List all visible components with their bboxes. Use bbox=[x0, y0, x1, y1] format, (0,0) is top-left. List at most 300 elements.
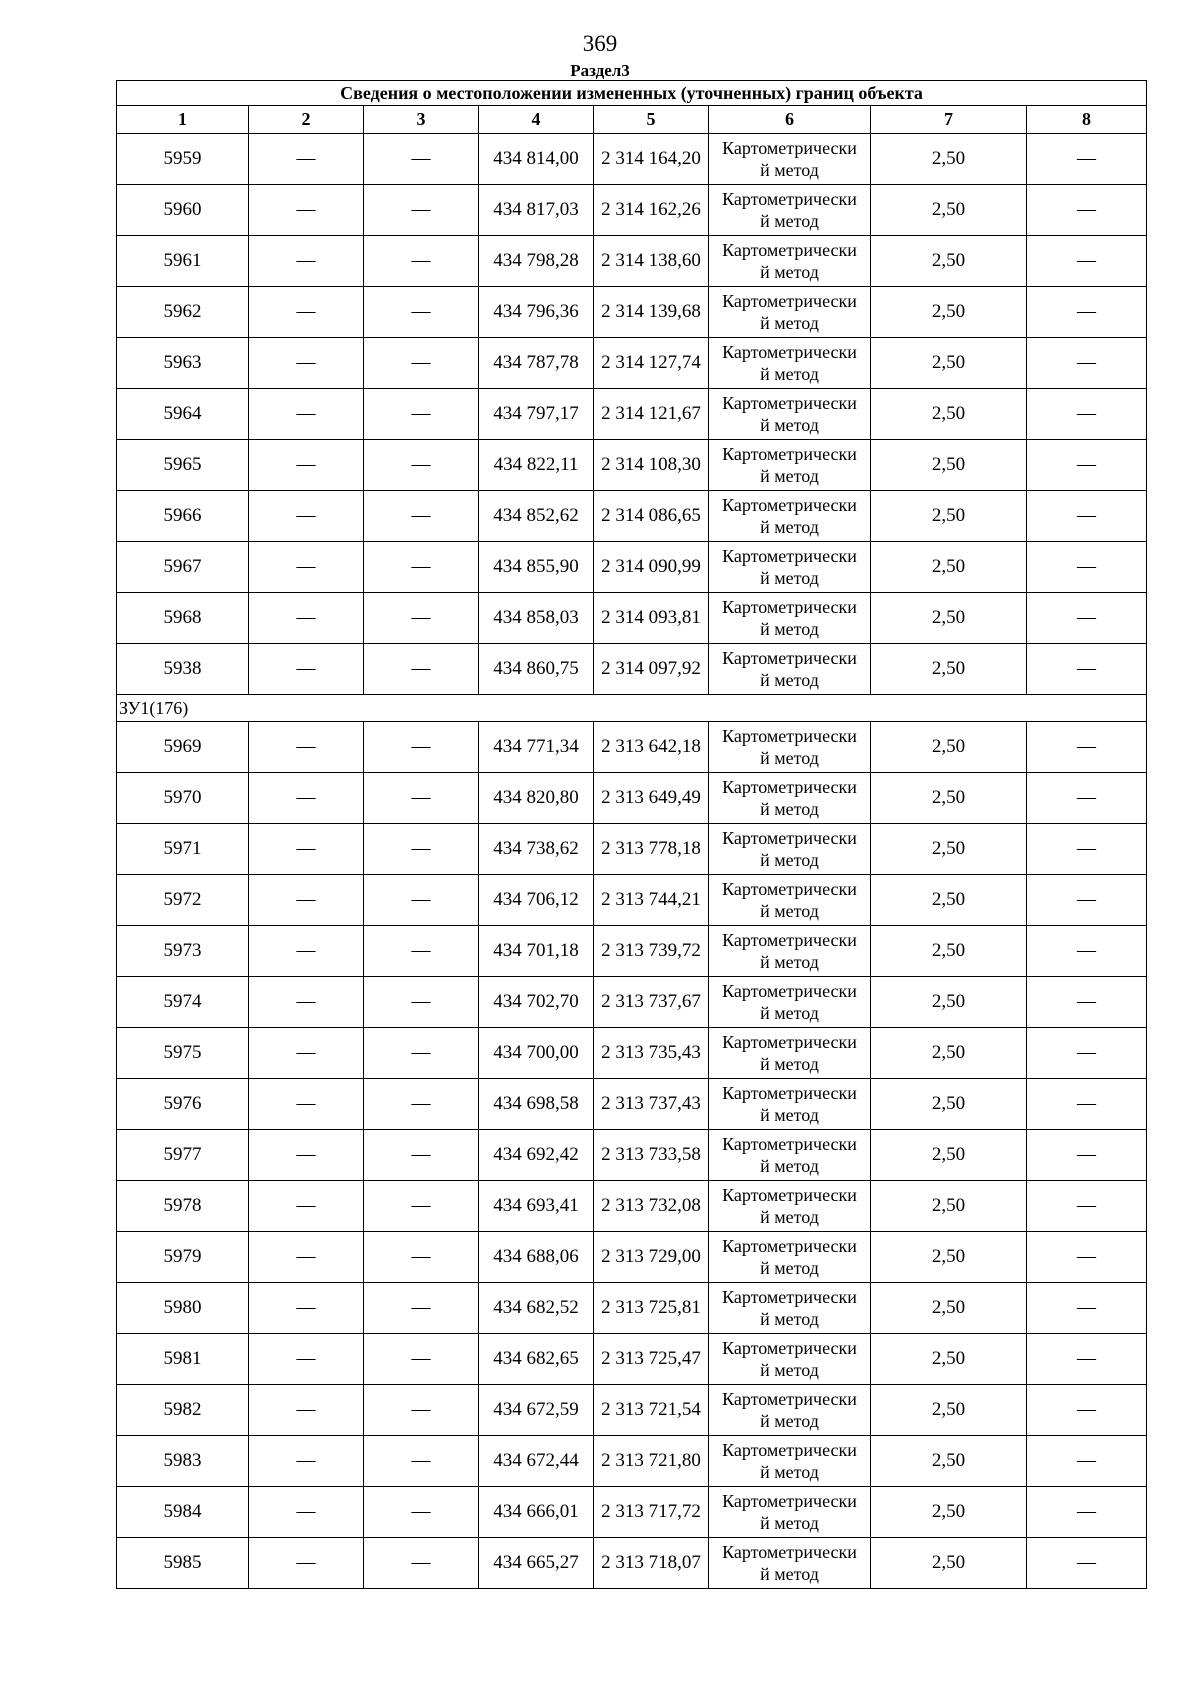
cell-col-2: — bbox=[249, 926, 364, 977]
cell-col-5: 2 314 127,74 bbox=[594, 338, 709, 389]
cell-col-2: — bbox=[249, 824, 364, 875]
cell-col-7: 2,50 bbox=[871, 926, 1027, 977]
column-header-3: 3 bbox=[364, 106, 479, 134]
cell-col-1: 5966 bbox=[117, 491, 249, 542]
table-row bbox=[117, 1079, 1147, 1130]
table-title: Сведения о местоположении измененных (уточненных) границ объекта bbox=[117, 81, 1147, 106]
cell-col-3: — bbox=[364, 542, 479, 593]
cell-col-4: 434 698,58 bbox=[479, 1079, 594, 1130]
method-line-2: й метод bbox=[760, 670, 819, 690]
coordinates-table bbox=[116, 80, 1147, 1589]
method-cell bbox=[709, 593, 871, 644]
cell-col-4: 434 814,00 bbox=[479, 134, 594, 185]
cell-col-3: — bbox=[364, 1385, 479, 1436]
cell-col-8: — bbox=[1027, 134, 1147, 185]
cell-col-8: — bbox=[1027, 287, 1147, 338]
method-line-2: й метод bbox=[760, 1054, 819, 1074]
cell-col-7: 2,50 bbox=[871, 491, 1027, 542]
cell-col-5: 2 314 090,99 bbox=[594, 542, 709, 593]
table-row bbox=[117, 977, 1147, 1028]
cell-col-5: 2 314 164,20 bbox=[594, 134, 709, 185]
method-cell bbox=[709, 722, 871, 773]
cell-col-7: 2,50 bbox=[871, 1436, 1027, 1487]
method-line-1: Картометрически bbox=[722, 879, 857, 899]
method-line-2: й метод bbox=[760, 1258, 819, 1278]
cell-col-3: — bbox=[364, 926, 479, 977]
table-row bbox=[117, 824, 1147, 875]
table-row bbox=[117, 773, 1147, 824]
method-cell bbox=[709, 389, 871, 440]
table-body bbox=[117, 134, 1147, 1589]
cell-col-7: 2,50 bbox=[871, 1181, 1027, 1232]
cell-col-4: 434 692,42 bbox=[479, 1130, 594, 1181]
table-row bbox=[117, 236, 1147, 287]
method-line-1: Картометрически bbox=[722, 828, 857, 848]
cell-col-7: 2,50 bbox=[871, 236, 1027, 287]
cell-col-8: — bbox=[1027, 926, 1147, 977]
cell-col-4: 434 852,62 bbox=[479, 491, 594, 542]
cell-col-5: 2 313 642,18 bbox=[594, 722, 709, 773]
cell-col-3: — bbox=[364, 824, 479, 875]
cell-col-3: — bbox=[364, 1283, 479, 1334]
method-cell bbox=[709, 1538, 871, 1589]
method-cell bbox=[709, 440, 871, 491]
cell-col-1: 5972 bbox=[117, 875, 249, 926]
method-line-2: й метод bbox=[760, 466, 819, 486]
cell-col-8: — bbox=[1027, 875, 1147, 926]
method-line-2: й метод bbox=[760, 160, 819, 180]
method-cell bbox=[709, 287, 871, 338]
cell-col-5: 2 313 649,49 bbox=[594, 773, 709, 824]
cell-col-1: 5985 bbox=[117, 1538, 249, 1589]
cell-col-1: 5974 bbox=[117, 977, 249, 1028]
method-cell bbox=[709, 875, 871, 926]
method-cell bbox=[709, 773, 871, 824]
cell-col-2: — bbox=[249, 1283, 364, 1334]
cell-col-1: 5964 bbox=[117, 389, 249, 440]
table-row bbox=[117, 1181, 1147, 1232]
method-cell bbox=[709, 1487, 871, 1538]
method-cell bbox=[709, 1079, 871, 1130]
cell-col-5: 2 313 729,00 bbox=[594, 1232, 709, 1283]
cell-col-8: — bbox=[1027, 1385, 1147, 1436]
cell-col-1: 5968 bbox=[117, 593, 249, 644]
method-line-2: й метод bbox=[760, 748, 819, 768]
cell-col-2: — bbox=[249, 644, 364, 695]
method-line-2: й метод bbox=[760, 415, 819, 435]
method-line-1: Картометрически bbox=[722, 1440, 857, 1460]
cell-col-8: — bbox=[1027, 1028, 1147, 1079]
cell-col-8: — bbox=[1027, 440, 1147, 491]
method-line-1: Картометрически bbox=[722, 1338, 857, 1358]
cell-col-8: — bbox=[1027, 1232, 1147, 1283]
cell-col-4: 434 672,44 bbox=[479, 1436, 594, 1487]
cell-col-1: 5969 bbox=[117, 722, 249, 773]
method-line-1: Картометрически bbox=[722, 1032, 857, 1052]
cell-col-7: 2,50 bbox=[871, 824, 1027, 875]
cell-col-2: — bbox=[249, 185, 364, 236]
cell-col-7: 2,50 bbox=[871, 773, 1027, 824]
cell-col-7: 2,50 bbox=[871, 1130, 1027, 1181]
cell-col-7: 2,50 bbox=[871, 338, 1027, 389]
cell-col-8: — bbox=[1027, 1538, 1147, 1589]
cell-col-3: — bbox=[364, 236, 479, 287]
cell-col-4: 434 798,28 bbox=[479, 236, 594, 287]
cell-col-3: — bbox=[364, 1130, 479, 1181]
cell-col-4: 434 682,52 bbox=[479, 1283, 594, 1334]
cell-col-8: — bbox=[1027, 1181, 1147, 1232]
cell-col-1: 5982 bbox=[117, 1385, 249, 1436]
cell-col-8: — bbox=[1027, 1130, 1147, 1181]
method-line-1: Картометрически bbox=[722, 444, 857, 464]
table-row bbox=[117, 1283, 1147, 1334]
method-line-2: й метод bbox=[760, 799, 819, 819]
method-cell bbox=[709, 1181, 871, 1232]
cell-col-3: — bbox=[364, 875, 479, 926]
cell-col-8: — bbox=[1027, 338, 1147, 389]
cell-col-1: 5973 bbox=[117, 926, 249, 977]
cell-col-3: — bbox=[364, 185, 479, 236]
section-label: Раздел3 bbox=[570, 61, 630, 80]
cell-col-8: — bbox=[1027, 542, 1147, 593]
cell-col-5: 2 314 086,65 bbox=[594, 491, 709, 542]
table-row bbox=[117, 185, 1147, 236]
method-cell bbox=[709, 1385, 871, 1436]
cell-col-8: — bbox=[1027, 977, 1147, 1028]
method-line-1: Картометрически bbox=[722, 1134, 857, 1154]
cell-col-3: — bbox=[364, 1181, 479, 1232]
cell-col-3: — bbox=[364, 1079, 479, 1130]
cell-col-3: — bbox=[364, 1487, 479, 1538]
method-line-1: Картометрически bbox=[722, 291, 857, 311]
cell-col-2: — bbox=[249, 491, 364, 542]
cell-col-2: — bbox=[249, 440, 364, 491]
cell-col-5: 2 313 718,07 bbox=[594, 1538, 709, 1589]
cell-col-7: 2,50 bbox=[871, 134, 1027, 185]
method-line-2: й метод bbox=[760, 313, 819, 333]
cell-col-1: 5978 bbox=[117, 1181, 249, 1232]
cell-col-5: 2 313 737,67 bbox=[594, 977, 709, 1028]
method-line-1: Картометрически bbox=[722, 1083, 857, 1103]
cell-col-4: 434 820,80 bbox=[479, 773, 594, 824]
cell-col-3: — bbox=[364, 1436, 479, 1487]
cell-col-4: 434 860,75 bbox=[479, 644, 594, 695]
cell-col-1: 5963 bbox=[117, 338, 249, 389]
table-row bbox=[117, 1487, 1147, 1538]
cell-col-2: — bbox=[249, 1538, 364, 1589]
method-line-1: Картометрически bbox=[722, 1491, 857, 1511]
cell-col-2: — bbox=[249, 1487, 364, 1538]
cell-col-5: 2 314 121,67 bbox=[594, 389, 709, 440]
cell-col-4: 434 665,27 bbox=[479, 1538, 594, 1589]
cell-col-5: 2 313 735,43 bbox=[594, 1028, 709, 1079]
cell-col-2: — bbox=[249, 773, 364, 824]
cell-col-1: 5975 bbox=[117, 1028, 249, 1079]
column-header-2: 2 bbox=[249, 106, 364, 134]
method-line-1: Картометрически bbox=[722, 393, 857, 413]
cell-col-7: 2,50 bbox=[871, 977, 1027, 1028]
cell-col-7: 2,50 bbox=[871, 1283, 1027, 1334]
cell-col-2: — bbox=[249, 977, 364, 1028]
cell-col-5: 2 314 162,26 bbox=[594, 185, 709, 236]
cell-col-8: — bbox=[1027, 185, 1147, 236]
method-cell bbox=[709, 236, 871, 287]
method-line-2: й метод bbox=[760, 517, 819, 537]
method-cell bbox=[709, 1130, 871, 1181]
cell-col-7: 2,50 bbox=[871, 389, 1027, 440]
cell-col-1: 5976 bbox=[117, 1079, 249, 1130]
cell-col-5: 2 314 138,60 bbox=[594, 236, 709, 287]
table-row bbox=[117, 440, 1147, 491]
method-line-2: й метод bbox=[760, 1360, 819, 1380]
method-cell bbox=[709, 1436, 871, 1487]
cell-col-4: 434 817,03 bbox=[479, 185, 594, 236]
cell-col-2: — bbox=[249, 1130, 364, 1181]
method-cell bbox=[709, 926, 871, 977]
table-row bbox=[117, 722, 1147, 773]
cell-col-8: — bbox=[1027, 236, 1147, 287]
method-line-1: Картометрически bbox=[722, 777, 857, 797]
column-header-7: 7 bbox=[871, 106, 1027, 134]
method-line-1: Картометрически bbox=[722, 1236, 857, 1256]
method-cell bbox=[709, 977, 871, 1028]
page-number: 369 bbox=[582, 31, 618, 56]
cell-col-8: — bbox=[1027, 644, 1147, 695]
cell-col-4: 434 822,11 bbox=[479, 440, 594, 491]
cell-col-4: 434 796,36 bbox=[479, 287, 594, 338]
method-line-1: Картометрически bbox=[722, 930, 857, 950]
cell-col-8: — bbox=[1027, 1334, 1147, 1385]
method-cell bbox=[709, 542, 871, 593]
cell-col-7: 2,50 bbox=[871, 185, 1027, 236]
table-row bbox=[117, 593, 1147, 644]
cell-col-1: 5960 bbox=[117, 185, 249, 236]
cell-col-4: 434 700,00 bbox=[479, 1028, 594, 1079]
cell-col-2: — bbox=[249, 542, 364, 593]
group-label: ЗУ1(176) bbox=[117, 695, 1147, 722]
cell-col-1: 5967 bbox=[117, 542, 249, 593]
cell-col-2: — bbox=[249, 236, 364, 287]
method-line-1: Картометрически bbox=[722, 1389, 857, 1409]
table-row bbox=[117, 1436, 1147, 1487]
method-line-2: й метод bbox=[760, 211, 819, 231]
cell-col-3: — bbox=[364, 593, 479, 644]
cell-col-1: 5979 bbox=[117, 1232, 249, 1283]
cell-col-5: 2 313 778,18 bbox=[594, 824, 709, 875]
method-line-2: й метод bbox=[760, 1564, 819, 1584]
cell-col-2: — bbox=[249, 1385, 364, 1436]
table-row bbox=[117, 1130, 1147, 1181]
cell-col-5: 2 313 732,08 bbox=[594, 1181, 709, 1232]
method-line-2: й метод bbox=[760, 952, 819, 972]
cell-col-4: 434 787,78 bbox=[479, 338, 594, 389]
method-line-1: Картометрически bbox=[722, 546, 857, 566]
cell-col-3: — bbox=[364, 977, 479, 1028]
cell-col-1: 5980 bbox=[117, 1283, 249, 1334]
cell-col-3: — bbox=[364, 1232, 479, 1283]
column-header-6: 6 bbox=[709, 106, 871, 134]
cell-col-7: 2,50 bbox=[871, 875, 1027, 926]
cell-col-4: 434 738,62 bbox=[479, 824, 594, 875]
cell-col-8: — bbox=[1027, 1283, 1147, 1334]
cell-col-1: 5983 bbox=[117, 1436, 249, 1487]
method-line-2: й метод bbox=[760, 619, 819, 639]
cell-col-1: 5965 bbox=[117, 440, 249, 491]
cell-col-5: 2 314 108,30 bbox=[594, 440, 709, 491]
cell-col-3: — bbox=[364, 1334, 479, 1385]
cell-col-3: — bbox=[364, 389, 479, 440]
cell-col-8: — bbox=[1027, 1079, 1147, 1130]
cell-col-1: 5938 bbox=[117, 644, 249, 695]
cell-col-4: 434 855,90 bbox=[479, 542, 594, 593]
cell-col-7: 2,50 bbox=[871, 1487, 1027, 1538]
cell-col-7: 2,50 bbox=[871, 440, 1027, 491]
cell-col-4: 434 701,18 bbox=[479, 926, 594, 977]
method-line-2: й метод bbox=[760, 1513, 819, 1533]
method-line-2: й метод bbox=[760, 568, 819, 588]
cell-col-5: 2 313 721,80 bbox=[594, 1436, 709, 1487]
method-line-1: Картометрически bbox=[722, 138, 857, 158]
cell-col-7: 2,50 bbox=[871, 287, 1027, 338]
method-line-1: Картометрически bbox=[722, 1287, 857, 1307]
column-header-5: 5 bbox=[594, 106, 709, 134]
cell-col-5: 2 314 093,81 bbox=[594, 593, 709, 644]
cell-col-7: 2,50 bbox=[871, 1385, 1027, 1436]
cell-col-5: 2 313 717,72 bbox=[594, 1487, 709, 1538]
group-row bbox=[117, 695, 1147, 722]
cell-col-2: — bbox=[249, 722, 364, 773]
method-cell bbox=[709, 1232, 871, 1283]
method-line-2: й метод bbox=[760, 1309, 819, 1329]
method-cell bbox=[709, 824, 871, 875]
method-line-1: Картометрически bbox=[722, 495, 857, 515]
cell-col-7: 2,50 bbox=[871, 1538, 1027, 1589]
cell-col-5: 2 313 733,58 bbox=[594, 1130, 709, 1181]
cell-col-4: 434 666,01 bbox=[479, 1487, 594, 1538]
cell-col-2: — bbox=[249, 1334, 364, 1385]
method-line-1: Картометрически bbox=[722, 726, 857, 746]
method-line-2: й метод bbox=[760, 1411, 819, 1431]
cell-col-8: — bbox=[1027, 1487, 1147, 1538]
table-row bbox=[117, 926, 1147, 977]
cell-col-5: 2 313 721,54 bbox=[594, 1385, 709, 1436]
method-line-1: Картометрически bbox=[722, 597, 857, 617]
cell-col-2: — bbox=[249, 1181, 364, 1232]
column-header-1: 1 bbox=[117, 106, 249, 134]
method-line-2: й метод bbox=[760, 1156, 819, 1176]
table-row bbox=[117, 1232, 1147, 1283]
table-row bbox=[117, 491, 1147, 542]
cell-col-8: — bbox=[1027, 491, 1147, 542]
cell-col-4: 434 688,06 bbox=[479, 1232, 594, 1283]
cell-col-4: 434 858,03 bbox=[479, 593, 594, 644]
cell-col-4: 434 693,41 bbox=[479, 1181, 594, 1232]
cell-col-1: 5984 bbox=[117, 1487, 249, 1538]
cell-col-3: — bbox=[364, 134, 479, 185]
cell-col-7: 2,50 bbox=[871, 593, 1027, 644]
cell-col-2: — bbox=[249, 875, 364, 926]
method-cell bbox=[709, 134, 871, 185]
column-header-4: 4 bbox=[479, 106, 594, 134]
method-line-1: Картометрически bbox=[722, 981, 857, 1001]
cell-col-2: — bbox=[249, 338, 364, 389]
cell-col-2: — bbox=[249, 1232, 364, 1283]
method-line-2: й метод bbox=[760, 262, 819, 282]
cell-col-7: 2,50 bbox=[871, 1232, 1027, 1283]
cell-col-8: — bbox=[1027, 722, 1147, 773]
cell-col-2: — bbox=[249, 1436, 364, 1487]
method-cell bbox=[709, 1283, 871, 1334]
cell-col-3: — bbox=[364, 338, 479, 389]
method-line-2: й метод bbox=[760, 1462, 819, 1482]
cell-col-4: 434 682,65 bbox=[479, 1334, 594, 1385]
cell-col-5: 2 313 744,21 bbox=[594, 875, 709, 926]
method-cell bbox=[709, 1334, 871, 1385]
cell-col-5: 2 314 097,92 bbox=[594, 644, 709, 695]
method-cell bbox=[709, 644, 871, 695]
table-row bbox=[117, 287, 1147, 338]
cell-col-5: 2 313 739,72 bbox=[594, 926, 709, 977]
cell-col-1: 5971 bbox=[117, 824, 249, 875]
cell-col-3: — bbox=[364, 1028, 479, 1079]
cell-col-7: 2,50 bbox=[871, 1028, 1027, 1079]
cell-col-3: — bbox=[364, 644, 479, 695]
method-cell bbox=[709, 338, 871, 389]
method-line-2: й метод bbox=[760, 364, 819, 384]
cell-col-4: 434 706,12 bbox=[479, 875, 594, 926]
column-header-8: 8 bbox=[1027, 106, 1147, 134]
method-line-2: й метод bbox=[760, 1207, 819, 1227]
cell-col-5: 2 314 139,68 bbox=[594, 287, 709, 338]
cell-col-3: — bbox=[364, 440, 479, 491]
cell-col-2: — bbox=[249, 1028, 364, 1079]
cell-col-7: 2,50 bbox=[871, 644, 1027, 695]
cell-col-1: 5977 bbox=[117, 1130, 249, 1181]
method-line-1: Картометрически bbox=[722, 342, 857, 362]
cell-col-2: — bbox=[249, 593, 364, 644]
cell-col-1: 5961 bbox=[117, 236, 249, 287]
table-row bbox=[117, 542, 1147, 593]
table-row bbox=[117, 1028, 1147, 1079]
method-cell bbox=[709, 185, 871, 236]
method-line-2: й метод bbox=[760, 850, 819, 870]
cell-col-4: 434 797,17 bbox=[479, 389, 594, 440]
method-line-1: Картометрически bbox=[722, 189, 857, 209]
method-line-1: Картометрически bbox=[722, 240, 857, 260]
cell-col-2: — bbox=[249, 287, 364, 338]
cell-col-7: 2,50 bbox=[871, 722, 1027, 773]
table-row bbox=[117, 875, 1147, 926]
cell-col-4: 434 771,34 bbox=[479, 722, 594, 773]
method-line-1: Картометрически bbox=[722, 1185, 857, 1205]
cell-col-8: — bbox=[1027, 824, 1147, 875]
cell-col-3: — bbox=[364, 1538, 479, 1589]
cell-col-1: 5970 bbox=[117, 773, 249, 824]
method-line-2: й метод bbox=[760, 901, 819, 921]
cell-col-2: — bbox=[249, 389, 364, 440]
cell-col-1: 5962 bbox=[117, 287, 249, 338]
table-row bbox=[117, 1334, 1147, 1385]
table-row bbox=[117, 338, 1147, 389]
method-line-1: Картометрически bbox=[722, 648, 857, 668]
cell-col-8: — bbox=[1027, 389, 1147, 440]
cell-col-8: — bbox=[1027, 1436, 1147, 1487]
cell-col-5: 2 313 725,47 bbox=[594, 1334, 709, 1385]
cell-col-1: 5981 bbox=[117, 1334, 249, 1385]
method-cell bbox=[709, 491, 871, 542]
cell-col-3: — bbox=[364, 722, 479, 773]
table-row bbox=[117, 644, 1147, 695]
